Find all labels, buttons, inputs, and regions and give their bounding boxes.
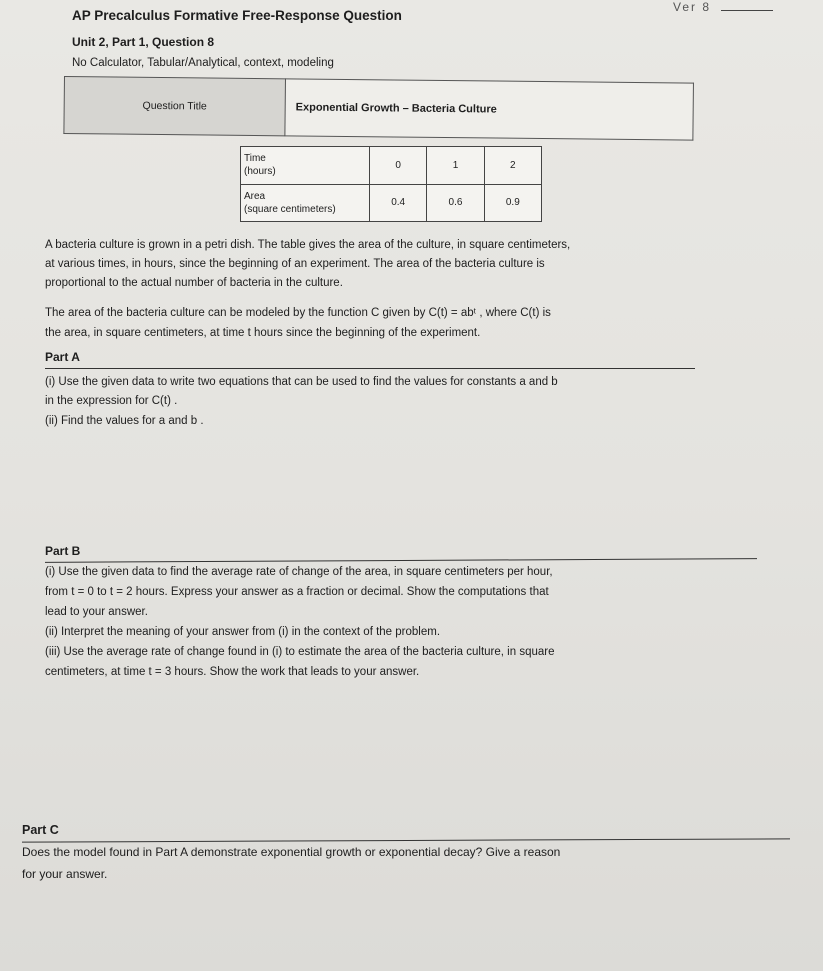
area-cell: 0.6 [427,184,484,222]
time-label: Time [244,153,266,165]
part-b-question: lead to your answer. [45,606,148,618]
part-c-question: for your answer. [22,867,108,881]
area-label: Area [244,190,266,202]
model-line: The area of the bacteria culture can be modeled by the function C given by C(t) = abᵗ , where C(t) is [45,307,551,319]
unit-subtitle: Unit 2, Part 1, Question 8 [72,35,215,49]
model-line: the area, in square centimeters, at time t hours since the beginning of the experiment. [45,327,481,339]
area-unit: (square centimeters) [244,203,336,215]
area-cell: 0.4 [370,184,427,222]
part-a-label: Part A [45,350,80,364]
part-b-label: Part B [45,544,81,558]
version-mark: Ver 8 [673,0,712,14]
part-a-question: (i) Use the given data to write two equations that can be used to find the values for constants a and b [45,376,558,388]
time-unit: (hours) [244,166,276,178]
time-cell: 2 [484,147,541,185]
time-cell: 1 [427,147,484,185]
area-row [241,184,542,222]
page-title: AP Precalculus Formative Free-Response Question [72,8,402,23]
name-blank-line [721,10,773,11]
part-a-rule [45,368,695,369]
calculator-note: No Calculator, Tabular/Analytical, context, modeling [72,57,334,69]
area-row-header [241,184,370,222]
intro-line: at various times, in hours, since the beginning of an experiment. The area of the bacteria culture is [45,258,545,270]
time-row [241,147,542,185]
intro-line: proportional to the actual number of bacteria in the culture. [45,277,343,289]
part-b-question: centimeters, at time t = 3 hours. Show the work that leads to your answer. [45,666,420,678]
data-table [240,146,542,222]
question-title-table [63,76,694,141]
part-b-question: (ii) Interpret the meaning of your answer from (i) in the context of the problem. [45,626,441,638]
part-a-question: in the expression for C(t) . [45,395,178,407]
question-title-value: Exponential Growth – Bacteria Culture [285,79,694,140]
part-c-question: Does the model found in Part A demonstrate exponential growth or exponential decay? Give a reason [22,845,561,859]
part-b-question: (iii) Use the average rate of change found in (i) to estimate the area of the bacteria culture, in square [45,646,555,658]
intro-line: A bacteria culture is grown in a petri dish. The table gives the area of the culture, in square centimeters, [45,239,571,251]
area-cell: 0.9 [484,184,541,222]
time-row-header [241,147,370,185]
part-a-question: (ii) Find the values for a and b . [45,415,204,427]
part-b-question: (i) Use the given data to find the average rate of change of the area, in square centimeters per hour, [45,566,553,578]
part-b-question: from t = 0 to t = 2 hours. Express your answer as a fraction or decimal. Show the computations that [45,586,549,598]
time-cell: 0 [370,147,427,185]
question-title-label: Question Title [64,77,286,136]
part-c-label: Part C [22,823,59,837]
